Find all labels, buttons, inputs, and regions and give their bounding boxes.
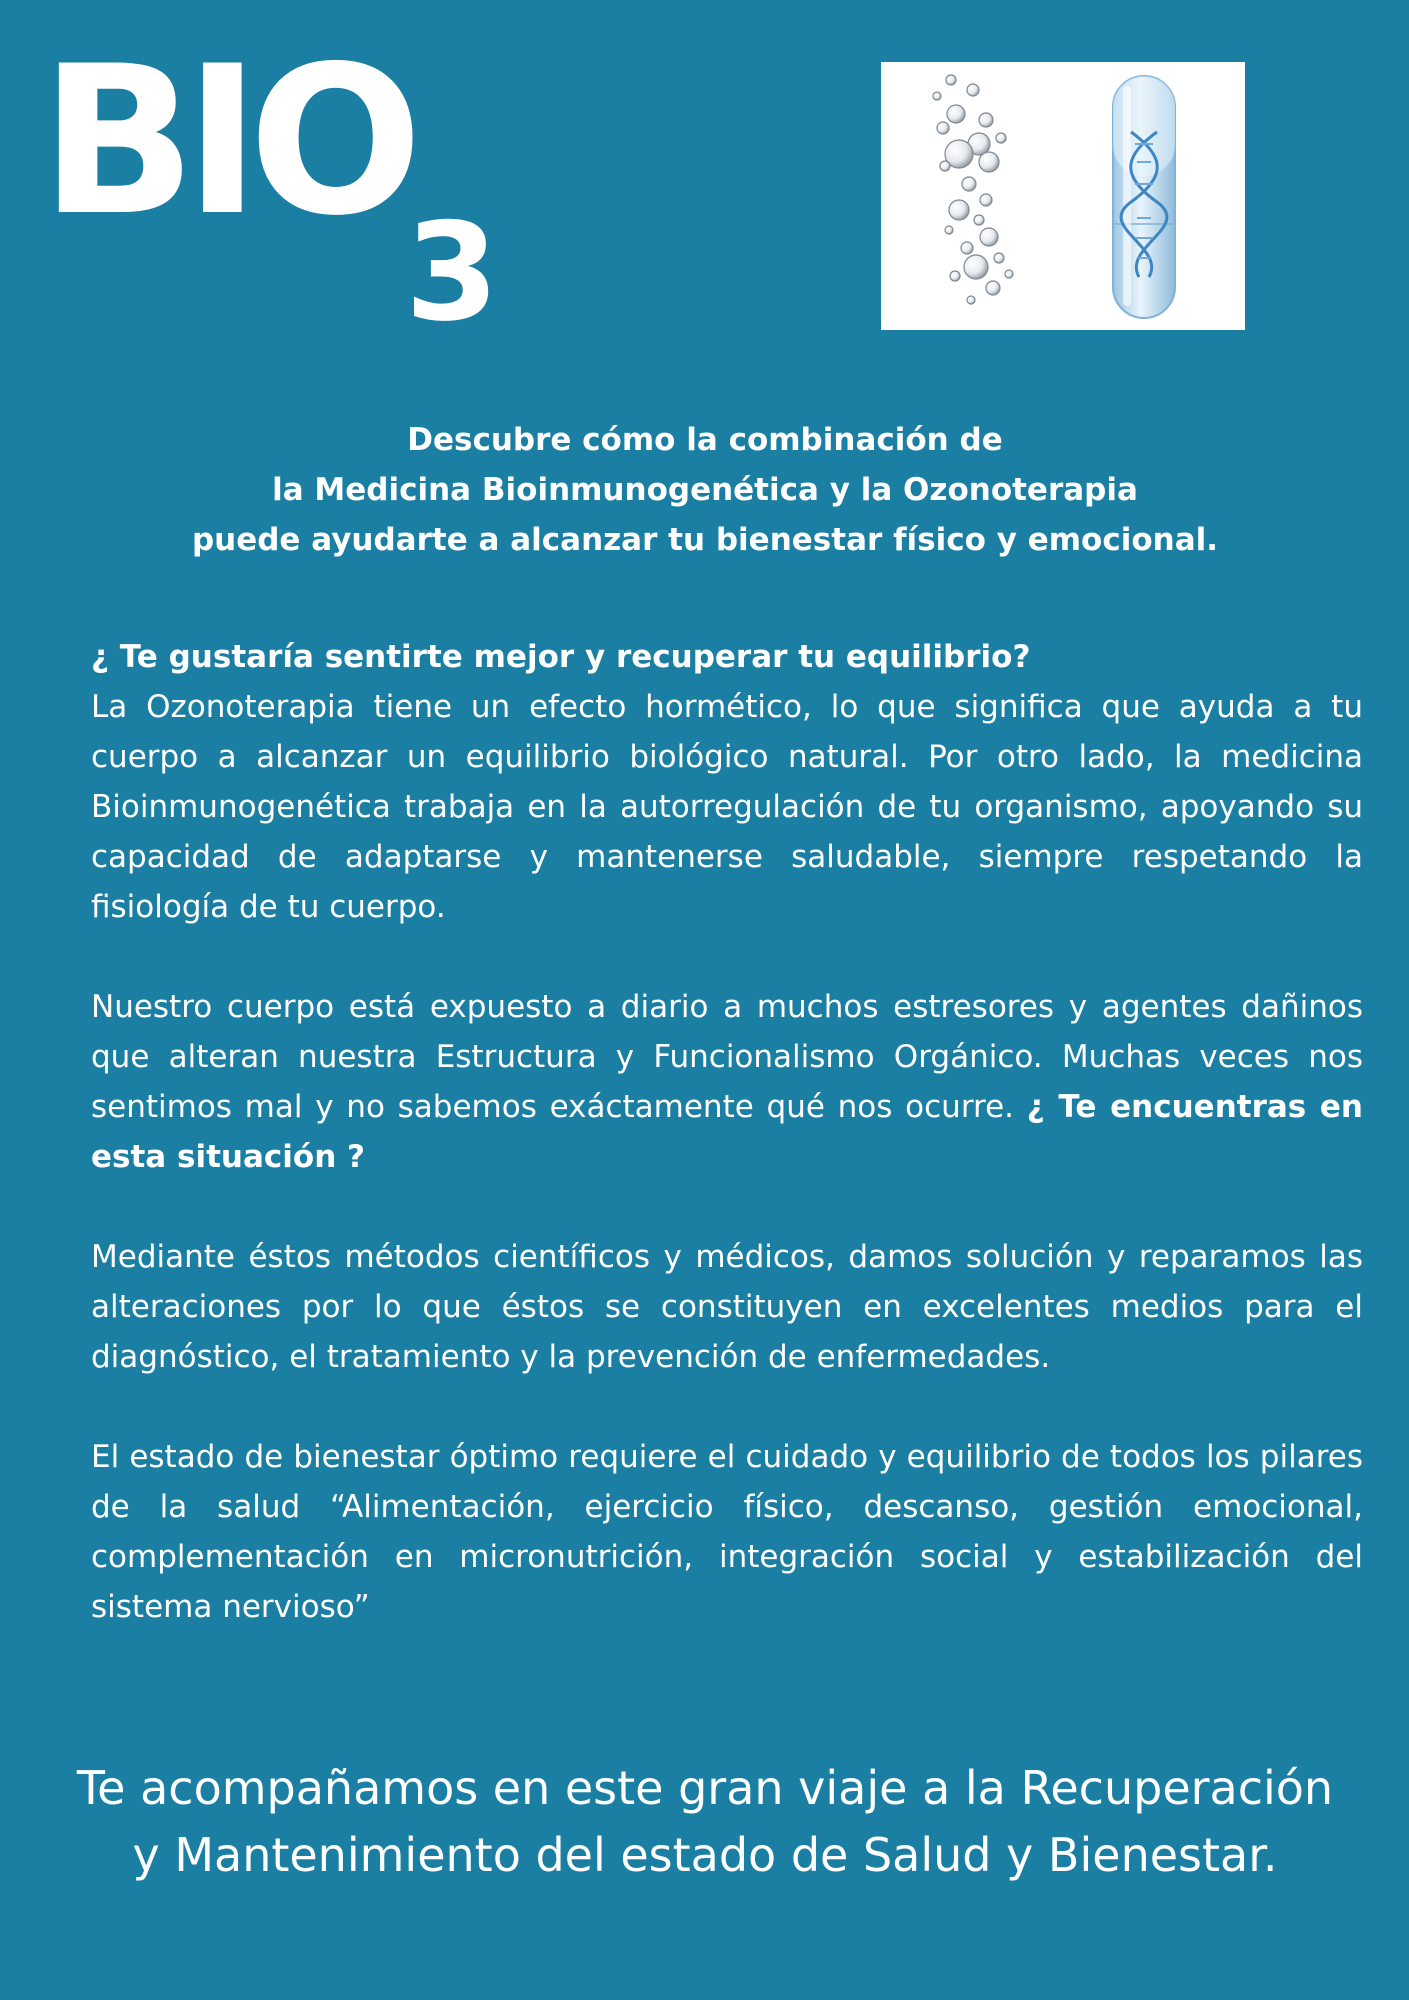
intro-line-2: la Medicina Bioinmunogenética y la Ozonoterapia [272, 472, 1138, 508]
section-bienestar-body: El estado de bienestar óptimo requiere el cuidado y equilibrio de todos los pilares de la salud “Alimentación, ejercicio físico, descanso, gestión emocional, complementación en micronutrición, integración social y estabilización del sistema nervioso” [91, 1439, 1363, 1625]
intro-heading [80, 415, 1330, 565]
ozone-bubbles-dna-capsule-icon [881, 62, 1245, 330]
logo-main-text: BIO [40, 23, 411, 261]
section-equilibrio [91, 632, 1363, 932]
section-metodos [91, 1232, 1363, 1382]
bio3-logo [40, 23, 520, 351]
section-equilibrio-question: ¿ Te gustaría sentirte mejor y recuperar tu equilibrio? [91, 639, 1031, 675]
intro-line-3: puede ayudarte a alcanzar tu bienestar físico y emocional. [191, 522, 1219, 558]
closing-line-2: y Mantenimiento del estado de Salud y Bienestar. [132, 1828, 1278, 1882]
section-bienestar [91, 1432, 1363, 1632]
section-metodos-body: Mediante éstos métodos científicos y médicos, damos solución y reparamos las alteraciones por lo que éstos se constituyen en excelentes medios para el diagnóstico, el tratamiento y la prevención de enfermedades. [91, 1239, 1363, 1375]
logo-subscript: 3 [405, 194, 499, 351]
section-equilibrio-body: La Ozonoterapia tiene un efecto hormético, lo que significa que ayuda a tu cuerpo a alcanzar un equilibrio biológico natural. Por otro lado, la medicina Bioinmunogenética trabaja en la autorregulación de tu organismo, apoyando su capacidad de adaptarse y mantenerse saludable, siempre respetando la fisiología de tu cuerpo. [91, 689, 1363, 925]
section-estresores-question: ¿ Te encuentras en esta situación ? [91, 1089, 1364, 1175]
main-content [91, 632, 1363, 1682]
intro-line-1: Descubre cómo la combinación de [407, 422, 1003, 458]
closing-line-1: Te acompañamos en este gran viaje a la Recuperación [76, 1761, 1334, 1815]
section-estresores-body: Nuestro cuerpo está expuesto a diario a muchos estresores y agentes dañinos que alteran nuestra Estructura y Funcionalismo Orgánico. Muchas veces nos sentimos mal y no sabemos exáctamente qué nos ocurre. [91, 989, 1363, 1125]
section-estresores [91, 982, 1363, 1182]
closing-message [60, 1755, 1350, 1889]
